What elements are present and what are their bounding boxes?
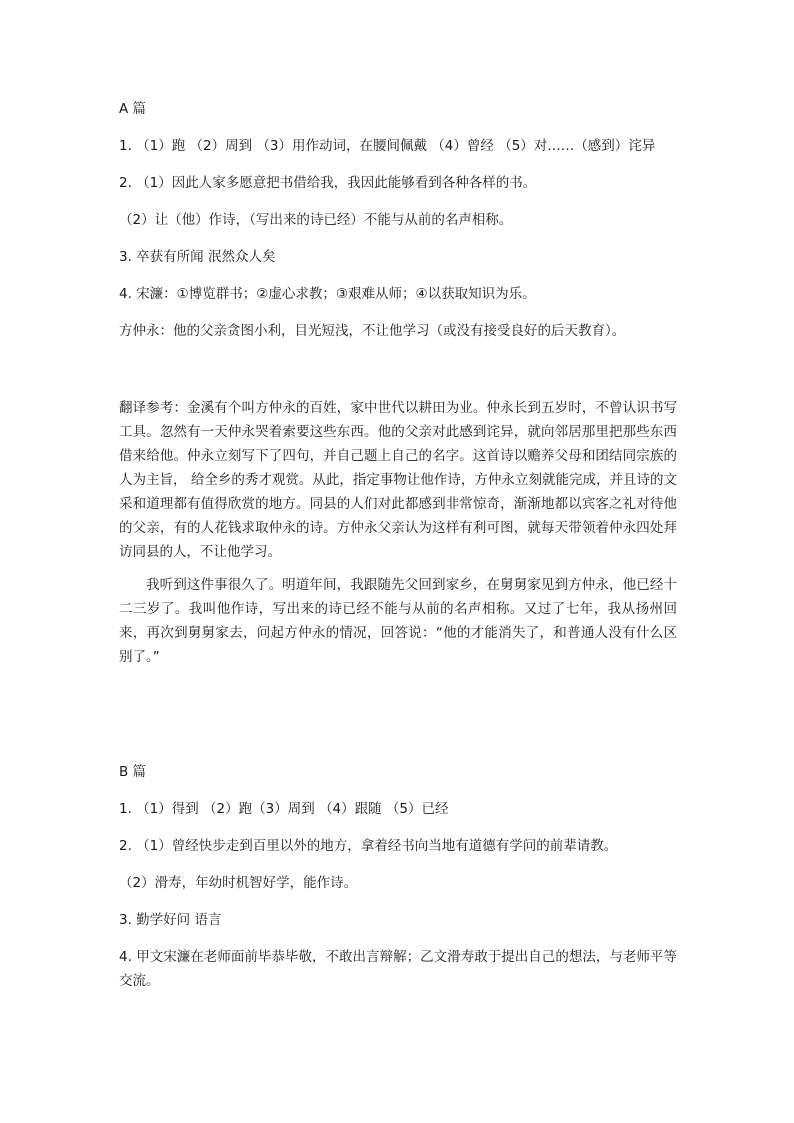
section-b-q1: 1. （1）得到 （2）跑（3）周到 （4）跟随 （5）已经 — [119, 801, 449, 817]
translation-paragraph-2: 我听到这件事很久了。明道年间，我跟随先父回到家乡，在舅舅家见到方仲永，他已经十二三岁了。我叫他作诗，写出来的诗已经不能与从前的名声相称。又过了七年，我从扬州回来，再次到舅舅家去，问起方仲永的情况，回答说：“他的才能消失了，和普通人没有什么区别了。” — [119, 577, 677, 665]
section-a-q4-2: 方仲永：他的父亲贪图小利，目光短浅，不让他学习（或没有接受良好的后天教育）。 — [119, 323, 626, 339]
section-b-q4: 4. 甲文宋濂在老师面前毕恭毕敬，不敢出言辩解；乙文滑寿敢于提出自己的想法，与老师平等交流。 — [119, 949, 677, 989]
section-b-q2-2: （2）滑寿，年幼时机智好学，能作诗。 — [119, 875, 358, 891]
section-a-heading: A 篇 — [119, 101, 147, 117]
section-b-heading: B 篇 — [119, 764, 147, 780]
section-a-q4-1: 4. 宋濂：①博览群书；②虚心求教；③艰难从师；④以获取知识为乐。 — [119, 286, 536, 302]
section-b-q3: 3. 勤学好问 语言 — [119, 912, 222, 928]
section-a-q2-1: 2. （1）因此人家多愿意把书借给我，我因此能够看到各种各样的书。 — [119, 175, 537, 191]
translation-paragraph-1: 翻译参考：金溪有个叫方仲永的百姓，家中世代以耕田为业。仲永长到五岁时，不曾认识书写工具。忽然有一天仲永哭着索要这些东西。他的父亲对此感到诧异，就向邻居那里把那些东西借来给他。仲永立刻写下了四句，并自己题上自己的名字。这首诗以赡养父母和团结同宗族的人为主旨， 给全乡的秀才观赏。从此，指定事物让他作诗，方仲永立刻就能完成，并且诗的文采和道理都有值得欣赏的地方。同县的人们对此都感到非常惊奇，渐渐地都以宾客之礼对待他的父亲，有的人花钱求取仲永的诗。方仲永父亲认为这样有利可图，就每天带领着仲永四处拜访同县的人，不让他学习。 — [119, 400, 677, 560]
section-a-q3: 3. 卒获有所闻 泯然众人矣 — [119, 249, 276, 265]
section-a-q1: 1. （1）跑 （2）周到 （3）用作动词，在腰间佩戴 （4）曾经 （5）对……（感到）诧异 — [119, 138, 656, 154]
section-b-q2-1: 2. （1）曾经快步走到百里以外的地方，拿着经书向当地有道德有学问的前辈请教。 — [119, 838, 618, 854]
section-a-q2-2: （2）让（他）作诗，（写出来的诗已经）不能与从前的名声相称。 — [119, 212, 513, 228]
